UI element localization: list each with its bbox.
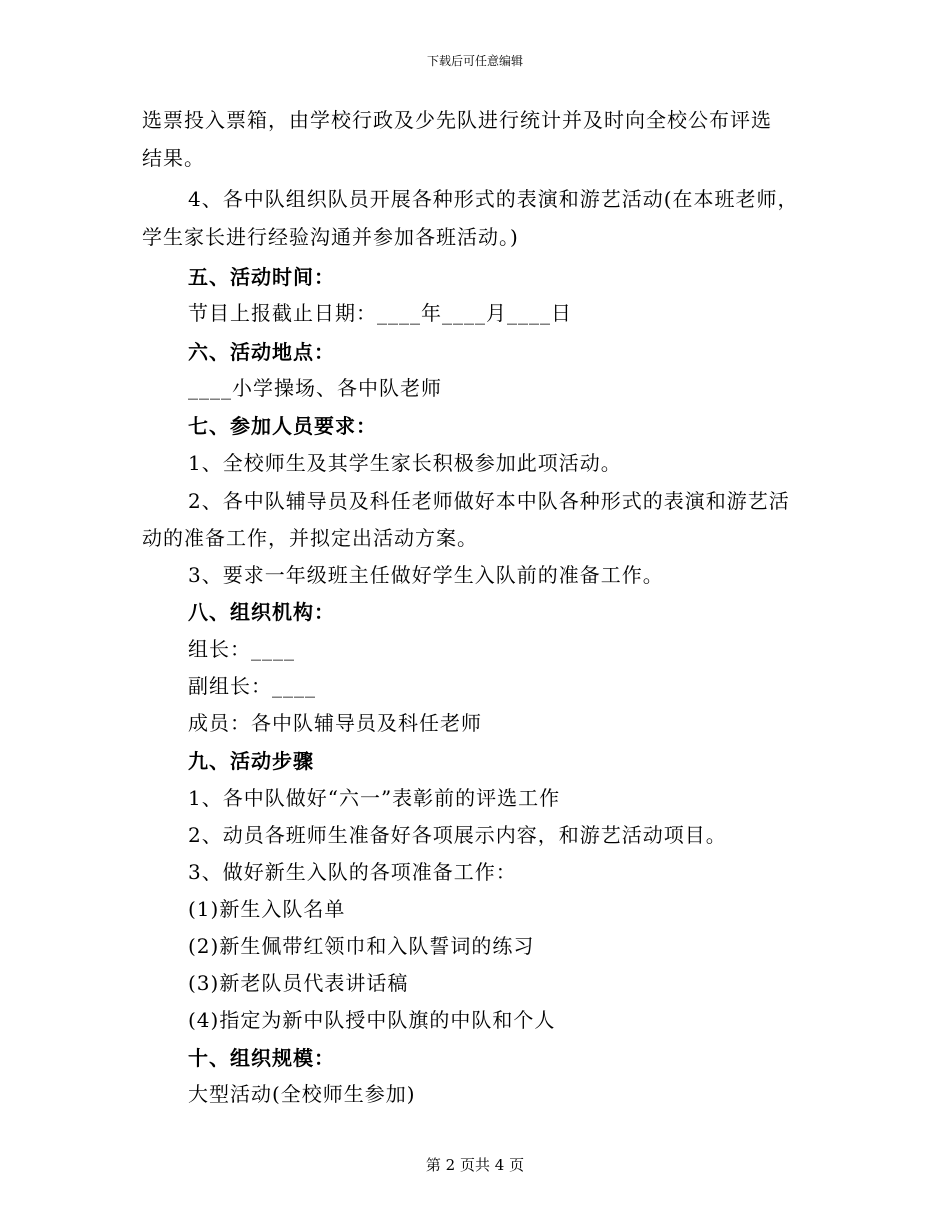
paragraph-line: 2、各中队辅导员及科任老师做好本中队各种形式的表演和游艺活 bbox=[188, 489, 790, 513]
paragraph-line: 选票投入票箱，由学校行政及少先队进行统计并及时向全校公布评选 bbox=[142, 108, 772, 132]
paragraph-line: 结果。 bbox=[142, 146, 205, 170]
paragraph-line: 学生家长进行经验沟通并参加各班活动。) bbox=[142, 225, 519, 249]
paragraph-line: 副组长：____ bbox=[188, 674, 316, 698]
page-header: 下载后可任意编辑 bbox=[426, 54, 523, 68]
paragraph-line: 节目上报截止日期：____年____月____日 bbox=[188, 301, 572, 325]
paragraph-line: 组长：____ bbox=[188, 637, 295, 661]
paragraph-line: 3、要求一年级班主任做好学生入队前的准备工作。 bbox=[188, 563, 664, 587]
paragraph-line: ____小学操场、各中队老师 bbox=[188, 376, 442, 400]
paragraph-line: 1、全校师生及其学生家长积极参加此项活动。 bbox=[188, 451, 622, 475]
section-heading: 五、活动时间： bbox=[188, 265, 335, 289]
section-heading: 六、活动地点： bbox=[188, 340, 335, 364]
paragraph-line: (1)新生入队名单 bbox=[188, 897, 346, 921]
paragraph-line: 成员：各中队辅导员及科任老师 bbox=[188, 711, 482, 735]
paragraph-line: 1、各中队做好“六一”表彰前的评选工作 bbox=[188, 786, 561, 810]
paragraph-line: 4、各中队组织队员开展各种形式的表演和游艺活动(在本班老师， bbox=[188, 187, 799, 211]
section-heading: 九、活动步骤 bbox=[188, 749, 314, 773]
page-footer: 第 2 页共 4 页 bbox=[425, 1156, 525, 1174]
section-heading: 十、组织规模： bbox=[188, 1046, 335, 1070]
paragraph-line: 动的准备工作，并拟定出活动方案。 bbox=[142, 526, 478, 550]
section-heading: 七、参加人员要求： bbox=[188, 414, 377, 438]
paragraph-line: 3、做好新生入队的各项准备工作： bbox=[188, 860, 517, 884]
section-heading: 八、组织机构： bbox=[188, 600, 335, 624]
paragraph-line: 2、动员各班师生准备好各项展示内容，和游艺活动项目。 bbox=[188, 823, 727, 847]
paragraph-line: 大型活动(全校师生参加) bbox=[188, 1082, 416, 1106]
paragraph-line: (2)新生佩带红领巾和入队誓词的练习 bbox=[188, 934, 535, 958]
paragraph-line: (3)新老队员代表讲话稿 bbox=[188, 971, 409, 995]
paragraph-line: (4)指定为新中队授中队旗的中队和个人 bbox=[188, 1008, 556, 1032]
